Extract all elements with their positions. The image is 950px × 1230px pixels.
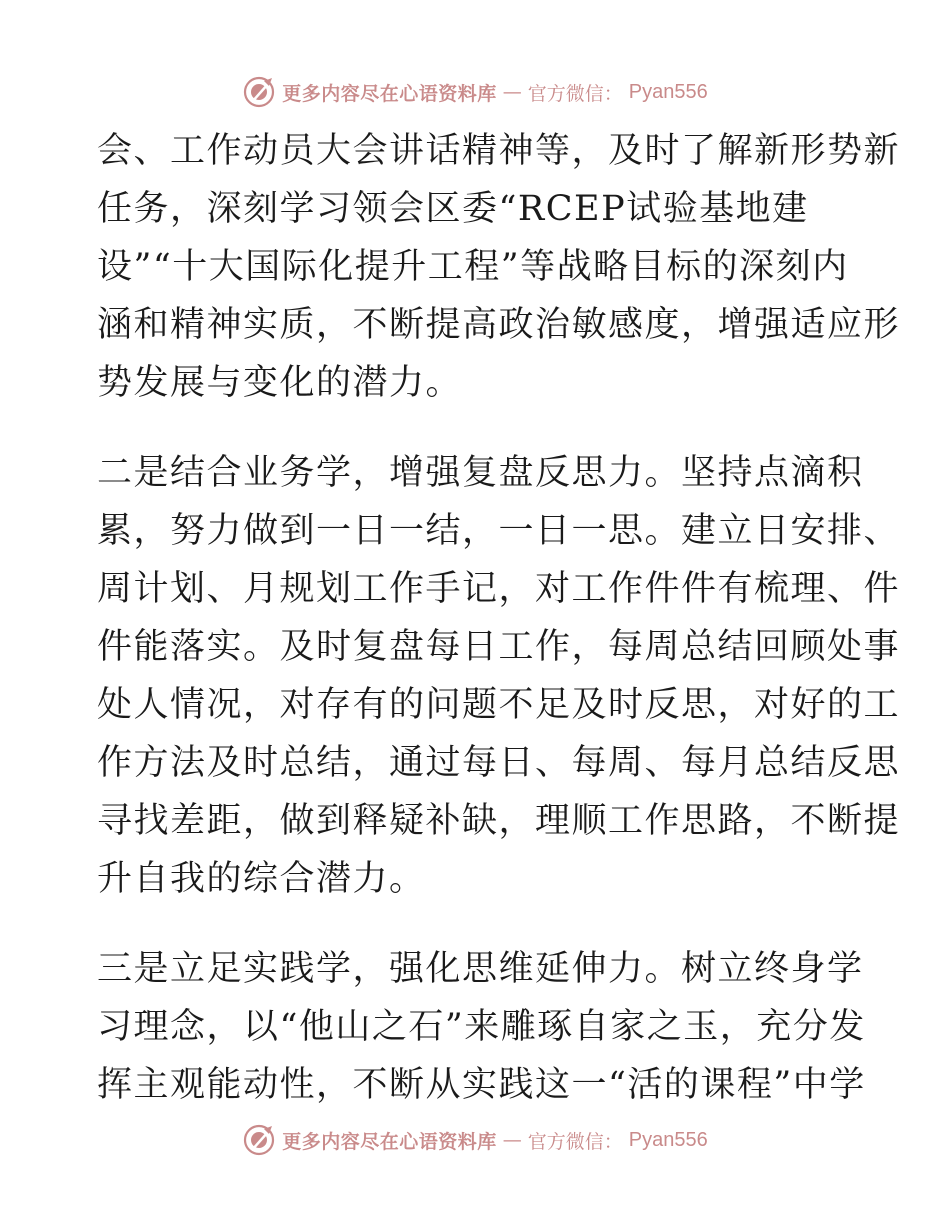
text-line: 升自我的综合潜力。	[97, 859, 426, 899]
watermark-wechat-id: Pyan556	[628, 80, 708, 103]
text-line: 势发展与变化的潜力。	[97, 363, 463, 403]
text-line: 二是结合业务学，增强复盘反思力。坚持点滴积	[97, 453, 864, 493]
text-line: 习理念，以“他山之石”来雕琢自家之玉，充分发	[97, 1007, 866, 1047]
text-line: 三是立足实践学，强化思维延伸力。树立终身学	[97, 949, 864, 989]
watermark-wechat-id: Pyan556	[628, 1128, 708, 1151]
text-line: 件能落实。及时复盘每日工作，每周总结回顾处事	[97, 627, 901, 667]
document-body	[97, 122, 901, 1114]
text-line: 涵和精神实质，不断提高政治敏感度，增强适应形	[97, 305, 901, 345]
watermark-brand-text: 更多内容尽在心语资料库	[282, 1130, 497, 1153]
text-line: 周计划、月规划工作手记，对工作件件有梳理、件	[97, 569, 901, 609]
brand-logo-icon	[242, 75, 276, 109]
paragraph	[97, 940, 866, 1114]
watermark-dash: —	[502, 1129, 522, 1151]
paragraph	[97, 122, 901, 412]
watermark-dash: —	[502, 81, 522, 103]
watermark-brand-text: 更多内容尽在心语资料库	[282, 82, 497, 105]
text-line: 会、工作动员大会讲话精神等，及时了解新形势新	[97, 131, 901, 171]
text-line: 寻找差距，做到释疑补缺，理顺工作思路，不断提	[97, 801, 901, 841]
paragraph	[97, 444, 901, 908]
text-line: 作方法及时总结，通过每日、每周、每月总结反思	[97, 743, 901, 783]
watermark-official-label: 官方微信：	[527, 82, 623, 105]
watermark-official-label: 官方微信：	[527, 1130, 623, 1153]
text-line: 处人情况，对存有的问题不足及时反思，对好的工	[97, 685, 901, 725]
footer-watermark	[0, 1120, 950, 1160]
text-line: 累，努力做到一日一结，一日一思。建立日安排、	[97, 511, 901, 551]
text-line: 任务，深刻学习领会区委“RCEP试验基地建	[97, 189, 809, 229]
brand-logo-icon	[242, 1123, 276, 1157]
text-line: 挥主观能动性，不断从实践这一“活的课程”中学	[97, 1065, 866, 1105]
text-line: 设”“十大国际化提升工程”等战略目标的深刻内	[97, 247, 849, 287]
header-watermark	[0, 72, 950, 112]
